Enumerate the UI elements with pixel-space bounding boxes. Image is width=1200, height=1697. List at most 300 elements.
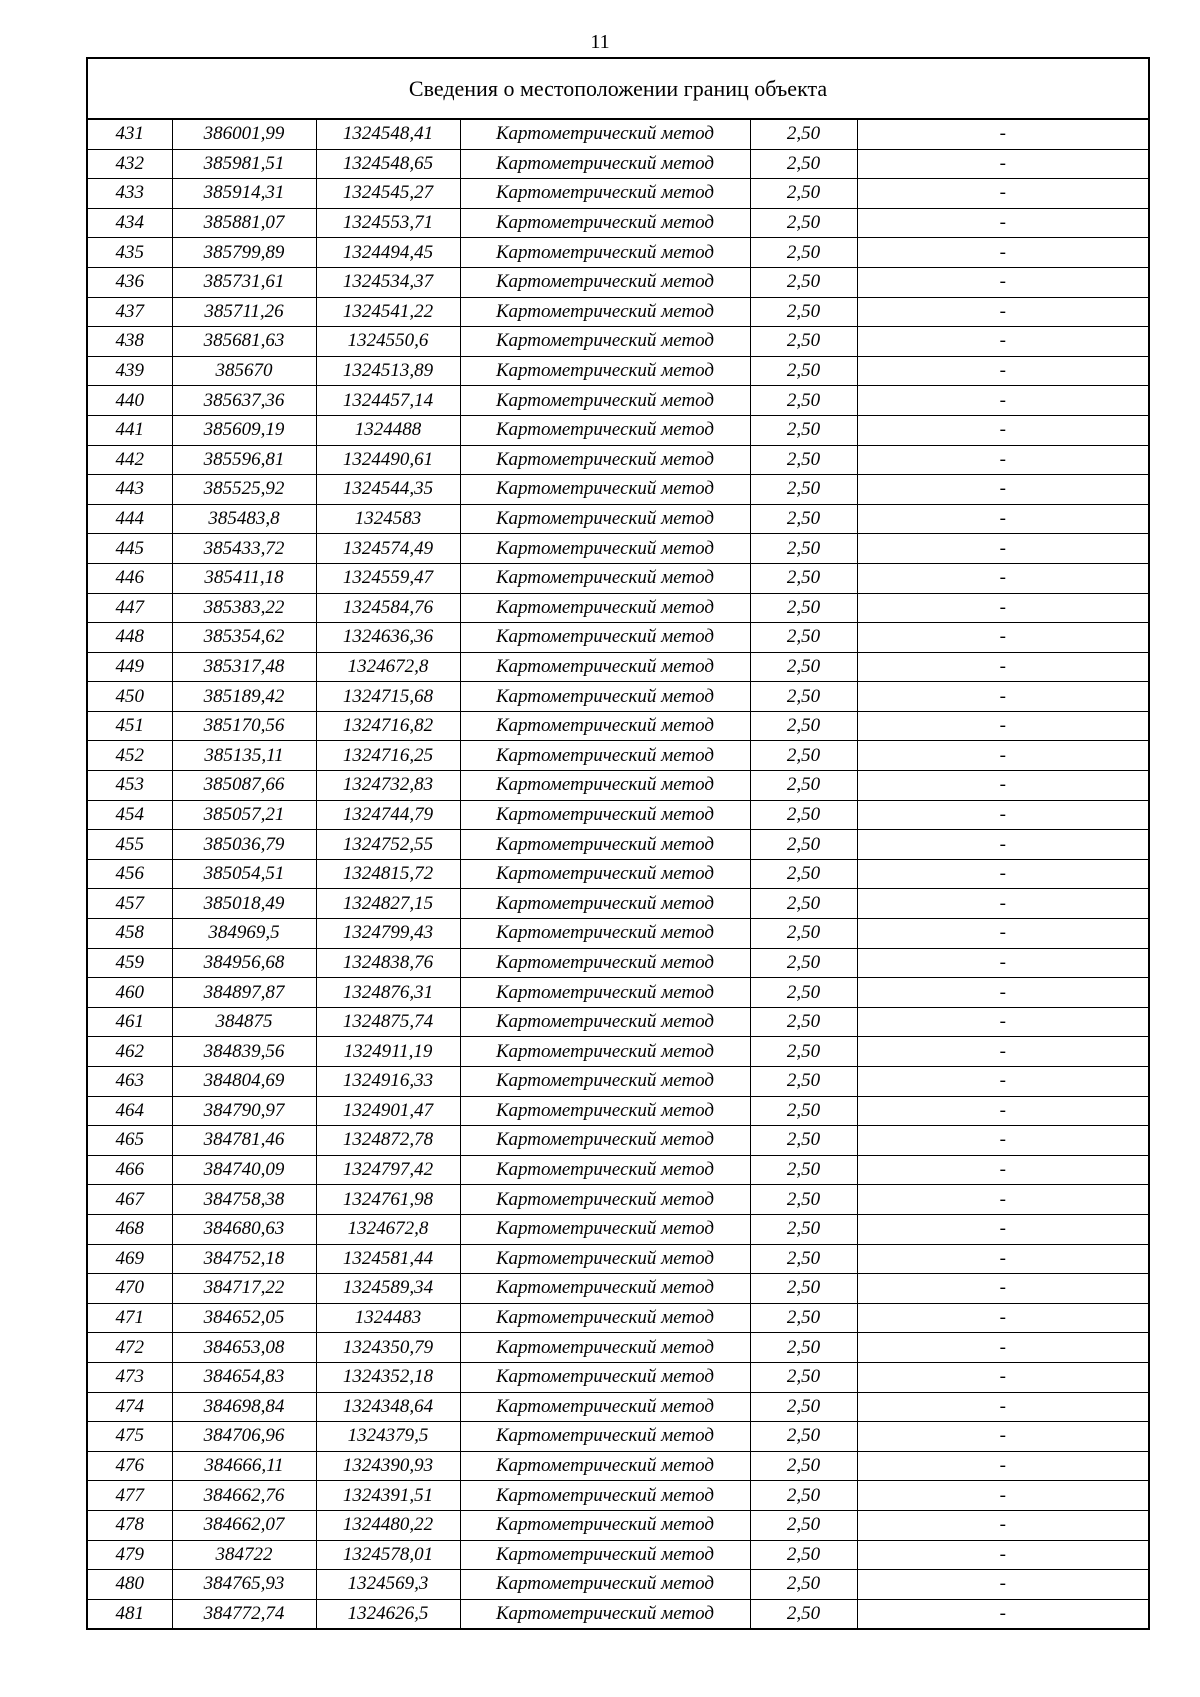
method-cell: Картометрический метод	[460, 445, 750, 475]
method-cell: Картометрический метод	[460, 356, 750, 386]
y-coordinate-cell: 1324901,47	[316, 1096, 460, 1126]
table-row	[87, 682, 1149, 712]
y-coordinate-cell: 1324672,8	[316, 652, 460, 682]
accuracy-cell: 2,50	[750, 534, 857, 564]
accuracy-cell: 2,50	[750, 1481, 857, 1511]
description-cell: -	[857, 682, 1149, 712]
description-cell: -	[857, 534, 1149, 564]
y-coordinate-cell: 1324799,43	[316, 919, 460, 949]
table-row	[87, 1067, 1149, 1097]
table-row	[87, 948, 1149, 978]
description-cell: -	[857, 1155, 1149, 1185]
accuracy-cell: 2,50	[750, 830, 857, 860]
x-coordinate-cell: 385609,19	[172, 415, 316, 445]
method-cell: Картометрический метод	[460, 1599, 750, 1629]
y-coordinate-cell: 1324752,55	[316, 830, 460, 860]
x-coordinate-cell: 384758,38	[172, 1185, 316, 1215]
x-coordinate-cell: 384680,63	[172, 1214, 316, 1244]
method-cell: Картометрический метод	[460, 711, 750, 741]
y-coordinate-cell: 1324480,22	[316, 1510, 460, 1540]
table-row	[87, 238, 1149, 268]
accuracy-cell: 2,50	[750, 356, 857, 386]
point-number-cell: 439	[87, 356, 172, 386]
table-row	[87, 208, 1149, 238]
x-coordinate-cell: 385731,61	[172, 267, 316, 297]
y-coordinate-cell: 1324534,37	[316, 267, 460, 297]
method-cell: Картометрический метод	[460, 238, 750, 268]
point-number-cell: 480	[87, 1570, 172, 1600]
method-cell: Картометрический метод	[460, 415, 750, 445]
accuracy-cell: 2,50	[750, 1096, 857, 1126]
accuracy-cell: 2,50	[750, 297, 857, 327]
method-cell: Картометрический метод	[460, 1274, 750, 1304]
accuracy-cell: 2,50	[750, 771, 857, 801]
method-cell: Картометрический метод	[460, 1451, 750, 1481]
point-number-cell: 441	[87, 415, 172, 445]
description-cell: -	[857, 593, 1149, 623]
table-title: Сведения о местоположении границ объекта	[87, 58, 1149, 119]
table-title-row	[87, 58, 1149, 119]
description-cell: -	[857, 386, 1149, 416]
y-coordinate-cell: 1324352,18	[316, 1362, 460, 1392]
y-coordinate-cell: 1324544,35	[316, 475, 460, 505]
accuracy-cell: 2,50	[750, 682, 857, 712]
point-number-cell: 470	[87, 1274, 172, 1304]
table-row	[87, 149, 1149, 179]
y-coordinate-cell: 1324716,82	[316, 711, 460, 741]
accuracy-cell: 2,50	[750, 1303, 857, 1333]
accuracy-cell: 2,50	[750, 1007, 857, 1037]
point-number-cell: 469	[87, 1244, 172, 1274]
method-cell: Картометрический метод	[460, 1333, 750, 1363]
method-cell: Картометрический метод	[460, 1362, 750, 1392]
point-number-cell: 475	[87, 1422, 172, 1452]
method-cell: Картометрический метод	[460, 1303, 750, 1333]
table-row	[87, 445, 1149, 475]
y-coordinate-cell: 1324348,64	[316, 1392, 460, 1422]
accuracy-cell: 2,50	[750, 1392, 857, 1422]
accuracy-cell: 2,50	[750, 179, 857, 209]
accuracy-cell: 2,50	[750, 1362, 857, 1392]
description-cell: -	[857, 1067, 1149, 1097]
y-coordinate-cell: 1324732,83	[316, 771, 460, 801]
accuracy-cell: 2,50	[750, 445, 857, 475]
x-coordinate-cell: 385681,63	[172, 327, 316, 357]
description-cell: -	[857, 356, 1149, 386]
y-coordinate-cell: 1324715,68	[316, 682, 460, 712]
accuracy-cell: 2,50	[750, 948, 857, 978]
method-cell: Картометрический метод	[460, 1185, 750, 1215]
description-cell: -	[857, 415, 1149, 445]
y-coordinate-cell: 1324716,25	[316, 741, 460, 771]
description-cell: -	[857, 149, 1149, 179]
description-cell: -	[857, 711, 1149, 741]
x-coordinate-cell: 385799,89	[172, 238, 316, 268]
point-number-cell: 435	[87, 238, 172, 268]
accuracy-cell: 2,50	[750, 889, 857, 919]
accuracy-cell: 2,50	[750, 1540, 857, 1570]
y-coordinate-cell: 1324636,36	[316, 623, 460, 653]
point-number-cell: 444	[87, 504, 172, 534]
y-coordinate-cell: 1324457,14	[316, 386, 460, 416]
x-coordinate-cell: 384740,09	[172, 1155, 316, 1185]
description-cell: -	[857, 297, 1149, 327]
accuracy-cell: 2,50	[750, 711, 857, 741]
method-cell: Картометрический метод	[460, 741, 750, 771]
y-coordinate-cell: 1324574,49	[316, 534, 460, 564]
x-coordinate-cell: 384706,96	[172, 1422, 316, 1452]
method-cell: Картометрический метод	[460, 800, 750, 830]
table-row	[87, 652, 1149, 682]
x-coordinate-cell: 386001,99	[172, 119, 316, 149]
x-coordinate-cell: 384956,68	[172, 948, 316, 978]
y-coordinate-cell: 1324744,79	[316, 800, 460, 830]
accuracy-cell: 2,50	[750, 623, 857, 653]
method-cell: Картометрический метод	[460, 119, 750, 149]
method-cell: Картометрический метод	[460, 1126, 750, 1156]
boundary-table	[86, 57, 1150, 1630]
table-row	[87, 1096, 1149, 1126]
description-cell: -	[857, 652, 1149, 682]
description-cell: -	[857, 238, 1149, 268]
description-cell: -	[857, 119, 1149, 149]
table-row	[87, 1570, 1149, 1600]
table-row	[87, 623, 1149, 653]
table-row	[87, 1185, 1149, 1215]
method-cell: Картометрический метод	[460, 652, 750, 682]
accuracy-cell: 2,50	[750, 563, 857, 593]
x-coordinate-cell: 384717,22	[172, 1274, 316, 1304]
accuracy-cell: 2,50	[750, 1274, 857, 1304]
table-row	[87, 711, 1149, 741]
table-row	[87, 1155, 1149, 1185]
table-row	[87, 978, 1149, 1008]
x-coordinate-cell: 384654,83	[172, 1362, 316, 1392]
point-number-cell: 481	[87, 1599, 172, 1629]
accuracy-cell: 2,50	[750, 800, 857, 830]
y-coordinate-cell: 1324494,45	[316, 238, 460, 268]
x-coordinate-cell: 385596,81	[172, 445, 316, 475]
point-number-cell: 437	[87, 297, 172, 327]
y-coordinate-cell: 1324672,8	[316, 1214, 460, 1244]
x-coordinate-cell: 385637,36	[172, 386, 316, 416]
accuracy-cell: 2,50	[750, 1599, 857, 1629]
point-number-cell: 457	[87, 889, 172, 919]
description-cell: -	[857, 1185, 1149, 1215]
point-number-cell: 446	[87, 563, 172, 593]
point-number-cell: 448	[87, 623, 172, 653]
x-coordinate-cell: 385057,21	[172, 800, 316, 830]
method-cell: Картометрический метод	[460, 534, 750, 564]
accuracy-cell: 2,50	[750, 859, 857, 889]
x-coordinate-cell: 385189,42	[172, 682, 316, 712]
point-number-cell: 450	[87, 682, 172, 712]
table-row	[87, 1274, 1149, 1304]
y-coordinate-cell: 1324875,74	[316, 1007, 460, 1037]
accuracy-cell: 2,50	[750, 1570, 857, 1600]
method-cell: Картометрический метод	[460, 267, 750, 297]
description-cell: -	[857, 504, 1149, 534]
method-cell: Картометрический метод	[460, 919, 750, 949]
table-row	[87, 1244, 1149, 1274]
y-coordinate-cell: 1324589,34	[316, 1274, 460, 1304]
x-coordinate-cell: 385411,18	[172, 563, 316, 593]
y-coordinate-cell: 1324490,61	[316, 445, 460, 475]
x-coordinate-cell: 384652,05	[172, 1303, 316, 1333]
x-coordinate-cell: 384804,69	[172, 1067, 316, 1097]
method-cell: Картометрический метод	[460, 563, 750, 593]
method-cell: Картометрический метод	[460, 1096, 750, 1126]
description-cell: -	[857, 978, 1149, 1008]
accuracy-cell: 2,50	[750, 475, 857, 505]
description-cell: -	[857, 1274, 1149, 1304]
point-number-cell: 468	[87, 1214, 172, 1244]
page-number: 11	[590, 31, 610, 53]
y-coordinate-cell: 1324488	[316, 415, 460, 445]
description-cell: -	[857, 1540, 1149, 1570]
point-number-cell: 479	[87, 1540, 172, 1570]
table-row	[87, 297, 1149, 327]
point-number-cell: 474	[87, 1392, 172, 1422]
table-row	[87, 1422, 1149, 1452]
description-cell: -	[857, 1481, 1149, 1511]
method-cell: Картометрический метод	[460, 771, 750, 801]
x-coordinate-cell: 384752,18	[172, 1244, 316, 1274]
accuracy-cell: 2,50	[750, 741, 857, 771]
table-row	[87, 1333, 1149, 1363]
y-coordinate-cell: 1324550,6	[316, 327, 460, 357]
accuracy-cell: 2,50	[750, 208, 857, 238]
description-cell: -	[857, 445, 1149, 475]
accuracy-cell: 2,50	[750, 415, 857, 445]
method-cell: Картометрический метод	[460, 149, 750, 179]
table-row	[87, 1303, 1149, 1333]
table-row	[87, 1362, 1149, 1392]
point-number-cell: 449	[87, 652, 172, 682]
point-number-cell: 459	[87, 948, 172, 978]
point-number-cell: 436	[87, 267, 172, 297]
x-coordinate-cell: 385135,11	[172, 741, 316, 771]
accuracy-cell: 2,50	[750, 327, 857, 357]
point-number-cell: 438	[87, 327, 172, 357]
table-row	[87, 919, 1149, 949]
table-row	[87, 1037, 1149, 1067]
description-cell: -	[857, 859, 1149, 889]
table-row	[87, 1540, 1149, 1570]
x-coordinate-cell: 384969,5	[172, 919, 316, 949]
y-coordinate-cell: 1324916,33	[316, 1067, 460, 1097]
y-coordinate-cell: 1324379,5	[316, 1422, 460, 1452]
accuracy-cell: 2,50	[750, 267, 857, 297]
method-cell: Картометрический метод	[460, 948, 750, 978]
method-cell: Картометрический метод	[460, 1540, 750, 1570]
point-number-cell: 464	[87, 1096, 172, 1126]
table-row	[87, 1214, 1149, 1244]
x-coordinate-cell: 385711,26	[172, 297, 316, 327]
y-coordinate-cell: 1324545,27	[316, 179, 460, 209]
x-coordinate-cell: 384897,87	[172, 978, 316, 1008]
accuracy-cell: 2,50	[750, 386, 857, 416]
x-coordinate-cell: 385525,92	[172, 475, 316, 505]
x-coordinate-cell: 385383,22	[172, 593, 316, 623]
description-cell: -	[857, 267, 1149, 297]
y-coordinate-cell: 1324583	[316, 504, 460, 534]
description-cell: -	[857, 1096, 1149, 1126]
description-cell: -	[857, 1451, 1149, 1481]
y-coordinate-cell: 1324797,42	[316, 1155, 460, 1185]
method-cell: Картометрический метод	[460, 327, 750, 357]
y-coordinate-cell: 1324578,01	[316, 1540, 460, 1570]
method-cell: Картометрический метод	[460, 208, 750, 238]
description-cell: -	[857, 800, 1149, 830]
table-row	[87, 1481, 1149, 1511]
accuracy-cell: 2,50	[750, 1244, 857, 1274]
method-cell: Картометрический метод	[460, 623, 750, 653]
method-cell: Картометрический метод	[460, 1244, 750, 1274]
description-cell: -	[857, 1362, 1149, 1392]
accuracy-cell: 2,50	[750, 652, 857, 682]
method-cell: Картометрический метод	[460, 1037, 750, 1067]
y-coordinate-cell: 1324548,65	[316, 149, 460, 179]
x-coordinate-cell: 384662,07	[172, 1510, 316, 1540]
method-cell: Картометрический метод	[460, 1510, 750, 1540]
table-row	[87, 534, 1149, 564]
description-cell: -	[857, 1333, 1149, 1363]
method-cell: Картометрический метод	[460, 475, 750, 505]
table-row	[87, 267, 1149, 297]
method-cell: Картометрический метод	[460, 859, 750, 889]
point-number-cell: 440	[87, 386, 172, 416]
point-number-cell: 454	[87, 800, 172, 830]
description-cell: -	[857, 327, 1149, 357]
point-number-cell: 476	[87, 1451, 172, 1481]
table-row	[87, 1392, 1149, 1422]
point-number-cell: 467	[87, 1185, 172, 1215]
x-coordinate-cell: 385087,66	[172, 771, 316, 801]
method-cell: Картометрический метод	[460, 889, 750, 919]
description-cell: -	[857, 1007, 1149, 1037]
method-cell: Картометрический метод	[460, 1007, 750, 1037]
table-row	[87, 771, 1149, 801]
y-coordinate-cell: 1324541,22	[316, 297, 460, 327]
method-cell: Картометрический метод	[460, 593, 750, 623]
point-number-cell: 455	[87, 830, 172, 860]
x-coordinate-cell: 385170,56	[172, 711, 316, 741]
x-coordinate-cell: 385981,51	[172, 149, 316, 179]
method-cell: Картометрический метод	[460, 1067, 750, 1097]
point-number-cell: 465	[87, 1126, 172, 1156]
table-row	[87, 800, 1149, 830]
y-coordinate-cell: 1324559,47	[316, 563, 460, 593]
point-number-cell: 478	[87, 1510, 172, 1540]
description-cell: -	[857, 771, 1149, 801]
description-cell: -	[857, 179, 1149, 209]
method-cell: Картометрический метод	[460, 682, 750, 712]
point-number-cell: 431	[87, 119, 172, 149]
point-number-cell: 477	[87, 1481, 172, 1511]
table-row	[87, 830, 1149, 860]
y-coordinate-cell: 1324626,5	[316, 1599, 460, 1629]
x-coordinate-cell: 384765,93	[172, 1570, 316, 1600]
y-coordinate-cell: 1324838,76	[316, 948, 460, 978]
description-cell: -	[857, 830, 1149, 860]
description-cell: -	[857, 919, 1149, 949]
point-number-cell: 432	[87, 149, 172, 179]
y-coordinate-cell: 1324391,51	[316, 1481, 460, 1511]
point-number-cell: 456	[87, 859, 172, 889]
accuracy-cell: 2,50	[750, 119, 857, 149]
x-coordinate-cell: 385881,07	[172, 208, 316, 238]
description-cell: -	[857, 1303, 1149, 1333]
y-coordinate-cell: 1324581,44	[316, 1244, 460, 1274]
table-row	[87, 1007, 1149, 1037]
x-coordinate-cell: 385036,79	[172, 830, 316, 860]
x-coordinate-cell: 384698,84	[172, 1392, 316, 1422]
accuracy-cell: 2,50	[750, 978, 857, 1008]
point-number-cell: 462	[87, 1037, 172, 1067]
y-coordinate-cell: 1324350,79	[316, 1333, 460, 1363]
description-cell: -	[857, 1599, 1149, 1629]
table-body	[87, 58, 1149, 1629]
point-number-cell: 433	[87, 179, 172, 209]
method-cell: Картометрический метод	[460, 1422, 750, 1452]
x-coordinate-cell: 385054,51	[172, 859, 316, 889]
y-coordinate-cell: 1324569,3	[316, 1570, 460, 1600]
table-row	[87, 593, 1149, 623]
y-coordinate-cell: 1324815,72	[316, 859, 460, 889]
accuracy-cell: 2,50	[750, 1214, 857, 1244]
table-row	[87, 504, 1149, 534]
description-cell: -	[857, 1422, 1149, 1452]
accuracy-cell: 2,50	[750, 593, 857, 623]
x-coordinate-cell: 384653,08	[172, 1333, 316, 1363]
x-coordinate-cell: 385670	[172, 356, 316, 386]
description-cell: -	[857, 1244, 1149, 1274]
accuracy-cell: 2,50	[750, 1037, 857, 1067]
x-coordinate-cell: 384722	[172, 1540, 316, 1570]
y-coordinate-cell: 1324483	[316, 1303, 460, 1333]
description-cell: -	[857, 741, 1149, 771]
table-row	[87, 1126, 1149, 1156]
y-coordinate-cell: 1324827,15	[316, 889, 460, 919]
point-number-cell: 473	[87, 1362, 172, 1392]
method-cell: Картометрический метод	[460, 1570, 750, 1600]
y-coordinate-cell: 1324584,76	[316, 593, 460, 623]
y-coordinate-cell: 1324761,98	[316, 1185, 460, 1215]
description-cell: -	[857, 1510, 1149, 1540]
method-cell: Картометрический метод	[460, 504, 750, 534]
table-row	[87, 563, 1149, 593]
table-row	[87, 1510, 1149, 1540]
accuracy-cell: 2,50	[750, 919, 857, 949]
point-number-cell: 445	[87, 534, 172, 564]
table-row	[87, 119, 1149, 149]
accuracy-cell: 2,50	[750, 1067, 857, 1097]
point-number-cell: 471	[87, 1303, 172, 1333]
table-row	[87, 859, 1149, 889]
description-cell: -	[857, 948, 1149, 978]
method-cell: Картометрический метод	[460, 1214, 750, 1244]
method-cell: Картометрический метод	[460, 978, 750, 1008]
method-cell: Картометрический метод	[460, 1392, 750, 1422]
x-coordinate-cell: 384790,97	[172, 1096, 316, 1126]
accuracy-cell: 2,50	[750, 1126, 857, 1156]
table-row	[87, 356, 1149, 386]
method-cell: Картометрический метод	[460, 1481, 750, 1511]
description-cell: -	[857, 1037, 1149, 1067]
method-cell: Картометрический метод	[460, 386, 750, 416]
table-row	[87, 475, 1149, 505]
